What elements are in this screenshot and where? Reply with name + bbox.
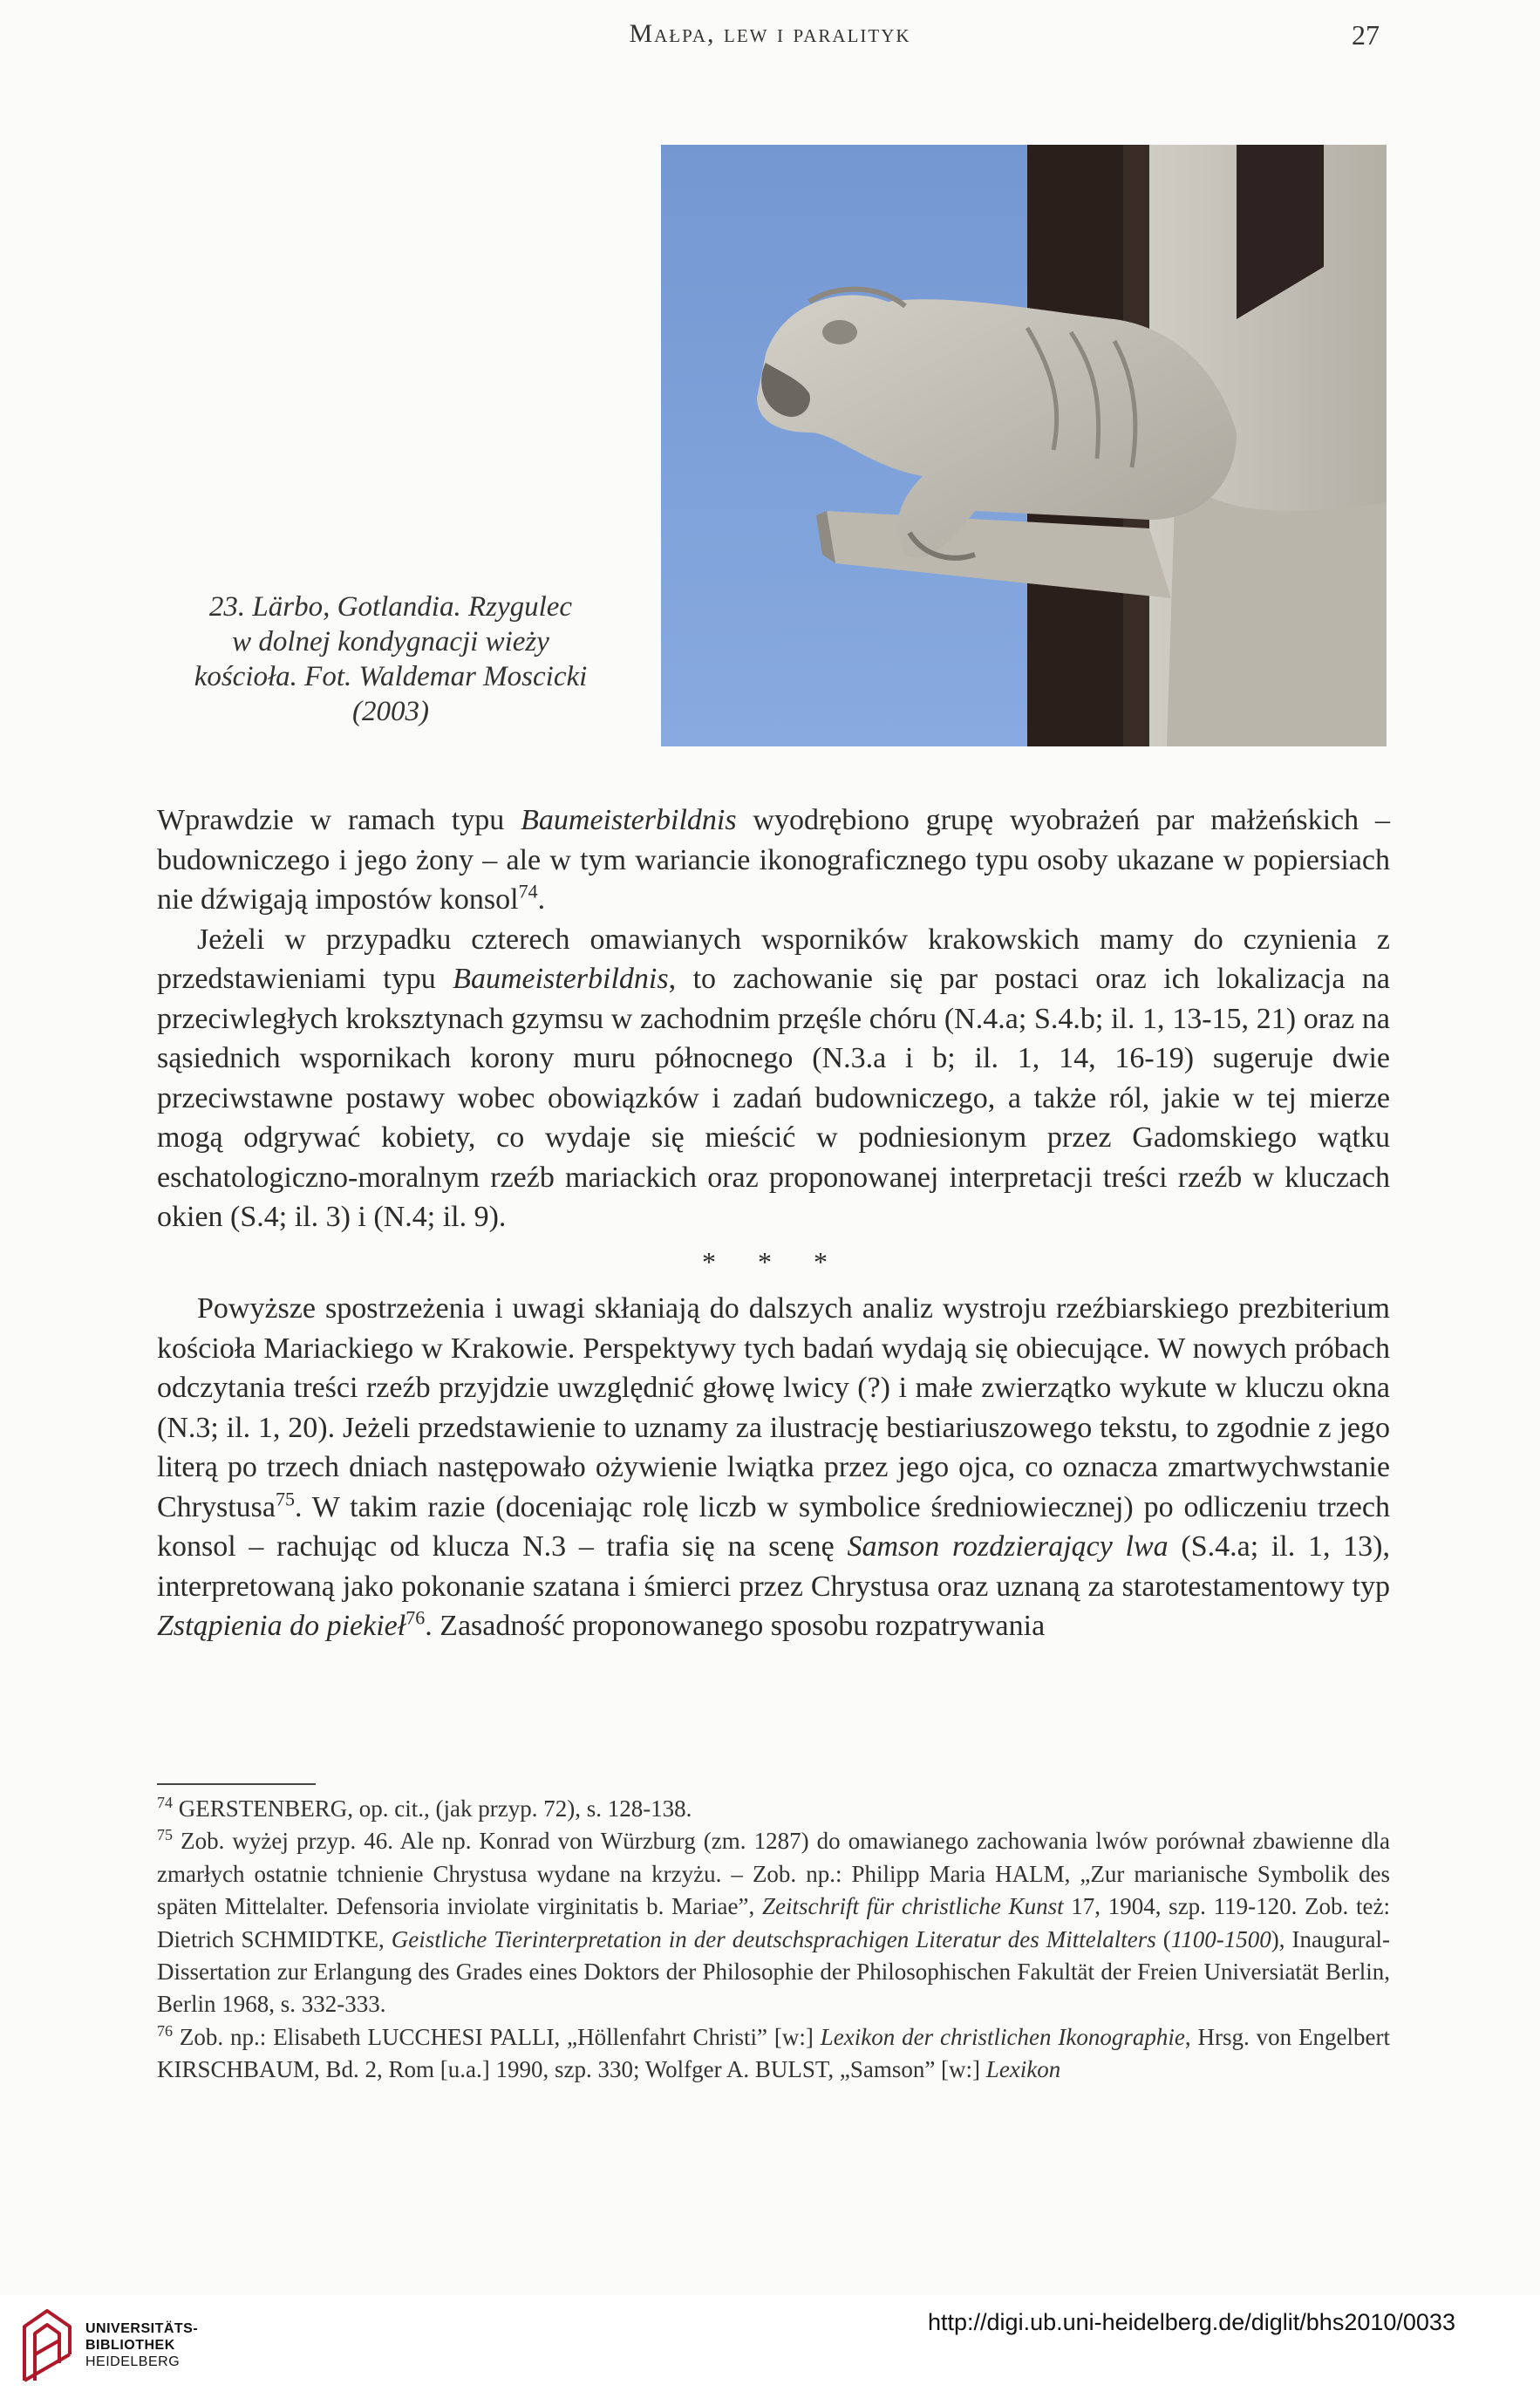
caption-line: kościoła. Fot. Waldemar Moscicki xyxy=(194,661,588,692)
text-run: ( xyxy=(1155,1925,1171,1952)
italic-text: Baumeisterbildnis xyxy=(453,963,669,995)
footnote-ref: 75 xyxy=(276,1488,295,1510)
library-name-line: BIBLIOTHEK xyxy=(85,2338,175,2353)
library-logo-icon xyxy=(17,2302,78,2388)
caption-line: 23. Lärbo, Gotlandia. Rzygulec xyxy=(208,591,573,623)
italic-text: Geistliche Tierinterpretation in der deutschsprachigen Literatur des Mittelalters xyxy=(391,1925,1156,1952)
section-separator: * * * xyxy=(702,1245,845,1277)
text-run: , to zachowanie się par postaci oraz ich lokalizacja na przeciwległych kroksztynach gzymsu w zachodnim przęśle chóru (N.4.a; S.4.b; il. 1, 13-15, 21) oraz na sąsiednich wspornikach korony muru północnego (N.3.a i b; il. 1, 14, 16-19) sugeruje dwie przeciwstawne postawy wobec obowiązków i zadań budowniczego, a także ról, jakie w tej mierze mogą odgrywać kobiety, co wydaje się mieścić w podniesionym przez Gadomskiego wątku eschatologiczno-moralnym rzeźb mariackich oraz proponowanej interpretacji treści rzeźb w kluczach okien (S.4; il. 3) i (N.4; il. 9). xyxy=(157,963,1390,1233)
text-run: Wprawdzie w ramach typu xyxy=(157,804,521,836)
caption-line: w dolnej kondygnacji wieży xyxy=(232,626,549,657)
text-run: GERSTENBERG, op. cit., (jak przyp. 72), s. 128-138. xyxy=(173,1795,692,1822)
text-run: Zob. wyżej przyp. 46. Ale np. Konrad von Würzburg (zm. 1287) do omawianego zachowania lwów porównał zbawienne dla zmarłych ostatnie tchnienie Chrystusa wydane na krzyżu. – Zob. np.: Philipp Maria HALM, „Zur marianische Symbolik des späten Mittelalter. Defensoria inviolate virginitatis b. Mariae”, xyxy=(157,1828,1390,1920)
footnote-ref: 74 xyxy=(157,1794,173,1811)
source-url-link[interactable]: http://digi.ub.uni-heidelberg.de/diglit/bhs2010/0033 xyxy=(928,2309,1455,2335)
text-run: (S.4.a; il. 1, 13), interpretowaną jako pokonanie szatana i śmierci przez Chrystusa oraz uznaną za starotestamentowy typ xyxy=(157,1530,1391,1603)
gargoyle-photo xyxy=(661,145,1387,746)
caption-line: (2003) xyxy=(352,696,429,727)
text-run: Zob. np.: Elisabeth LUCCHESI PALLI, „Höllenfahrt Christi” [w:] xyxy=(173,2023,821,2050)
page-number: 27 xyxy=(1352,19,1380,51)
text-run: wyodrębiono grupę wyobrażeń par małżeńskich – budowniczego i jego żony – ale w tym wariancie ikonograficznego typu osoby ukazane w popiersiach nie dźwigają impostów konsol xyxy=(157,804,1390,916)
text-run: Powyższe spostrzeżenia i uwagi skłaniają do dalszych analiz wystroju rzeźbiarskiego prezbiterium kościoła Mariackiego w Krakowie. Perspektywy tych badań wydają się obiecujące. W nowych próbach odczytania treści rzeźb przyjdzie uwzględnić głowę lwicy (?) i małe zwierzątko wykute w kluczu okna (N.3; il. 1, 20). Jeżeli przedstawienie to uznamy za ilustrację bestiariuszowego tekstu, to zgodnie z jego literą po trzech dniach następowało ożywienie lwiątka przez jego ojca, co oznacza zmartwychwstanie Chrystusa xyxy=(157,1292,1390,1523)
footnote-ref: 76 xyxy=(405,1606,426,1629)
italic-text: Lexikon xyxy=(985,2056,1061,2083)
running-title xyxy=(0,19,1540,49)
library-name-line: HEIDELBERG xyxy=(85,2354,181,2369)
running-title-text: Małpa, lew i paralityk xyxy=(629,19,911,48)
italic-text: Lexikon der christlichen Ikonographie xyxy=(820,2023,1185,2050)
library-name-line: UNIVERSITÄTS- xyxy=(85,2321,199,2336)
paragraph xyxy=(157,1289,1390,1646)
italic-text: Zeitschrift für christliche Kunst xyxy=(761,1893,1064,1920)
italic-text: Baumeisterbildnis xyxy=(521,804,737,836)
footnote-ref: 75 xyxy=(157,1826,173,1844)
text-run: . W takim razie (doceniając rolę liczb w symbolice średniowiecznej) po odliczeniu trzech konsol – rachując od klucza N.3 – trafia się na scenę xyxy=(157,1490,1390,1563)
footnote xyxy=(157,2021,1390,2087)
italic-text: Samson rozdzierający lwa xyxy=(847,1530,1169,1563)
footnote xyxy=(157,1793,1390,1825)
text-run: , Hrsg. von Engelbert KIRSCHBAUM, Bd. 2, Rom [u.a.] 1990, szp. 330; Wolfger A. BULST, „Samson” [w:] xyxy=(157,2023,1391,2083)
footnotes xyxy=(157,1793,1390,2087)
figure-caption xyxy=(155,589,626,729)
footnote-ref: 76 xyxy=(157,2021,173,2040)
footnote-rule xyxy=(157,1783,316,1785)
italic-text: Zstąpienia do piekieł xyxy=(157,1610,406,1642)
main-text xyxy=(157,801,1390,1646)
text-run: . Zasadność proponowanego sposobu rozpatrywania xyxy=(425,1610,1046,1642)
italic-text: 1100-1500 xyxy=(1170,1925,1271,1952)
library-name xyxy=(85,2320,198,2370)
text-run: . xyxy=(537,883,546,916)
text-run: ), Inaugural-Dissertation zur Erlangung des Grades eines Doktors der Philosophie der Philosophischen Fakultät der Freien Universiatät Berlin, Berlin 1968, s. 332-333. xyxy=(157,1925,1390,2018)
footnote xyxy=(157,1825,1390,2020)
text-run: 17, 1904, szp. 119-120. Zob. też: Dietrich SCHMIDTKE, xyxy=(157,1893,1390,1952)
footnote-ref: 74 xyxy=(518,880,538,903)
text-run: Jeżeli w przypadku czterech omawianych wsporników krakowskich mamy do czynienia z przedstawieniami typu xyxy=(157,923,1390,995)
paragraph xyxy=(157,920,1390,1237)
paragraph xyxy=(157,801,1390,920)
